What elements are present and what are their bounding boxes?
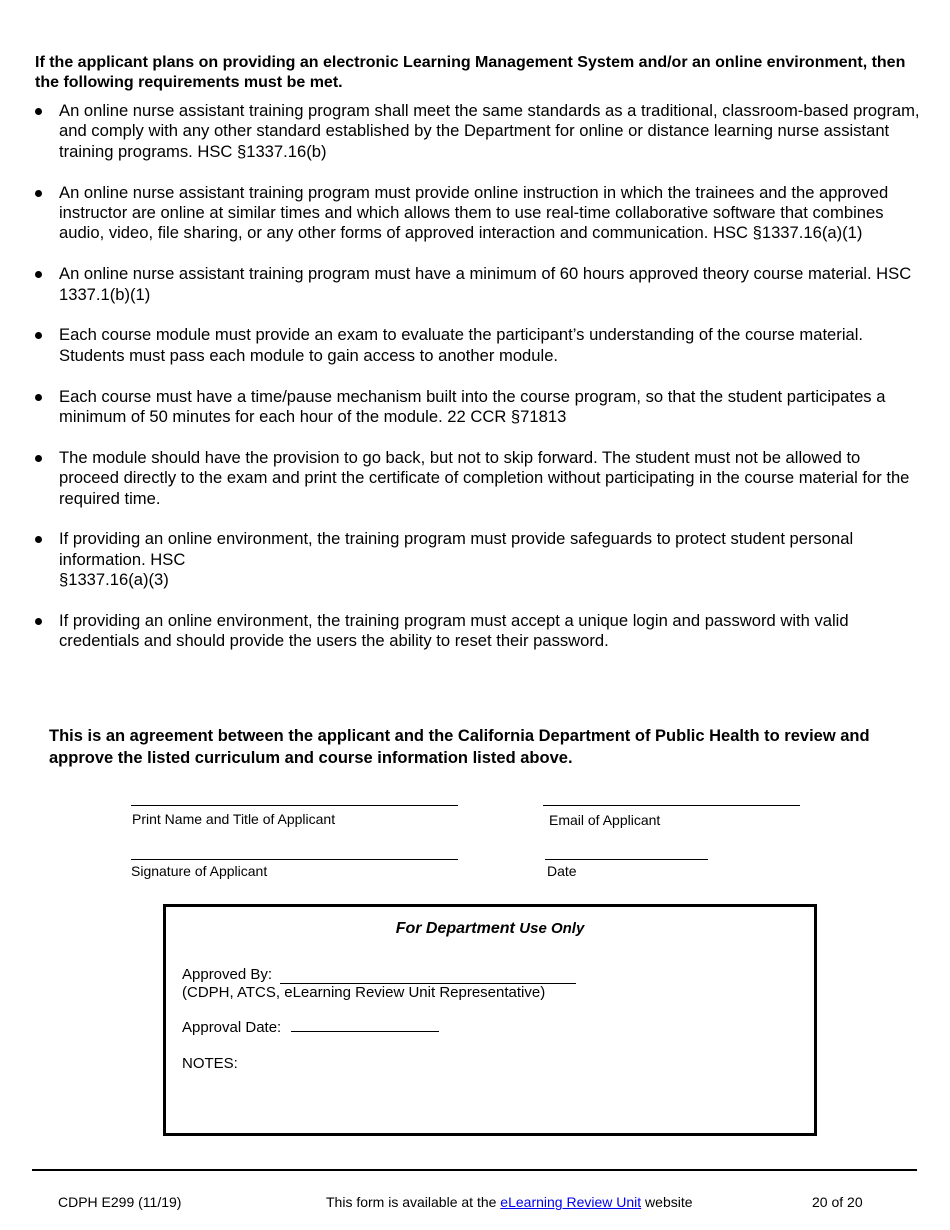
requirement-text: Each course must have a time/pause mechanism built into the course program, so that the student participates a minimum of 50 minutes for each hour of the module. 22 CCR §71813 — [59, 386, 886, 427]
requirement-text: An online nurse assistant training program must have a minimum of 60 hours approved theory course material. HSC 1337.1(b)(1) — [59, 264, 912, 304]
list-item — [35, 611, 920, 652]
email-label: Email of Applicant — [549, 812, 661, 828]
bullet-icon — [35, 271, 42, 278]
department-box-title — [166, 920, 814, 938]
form-id: CDPH E299 (11/19) — [58, 1194, 182, 1210]
list-item — [35, 325, 920, 366]
requirement-text: If providing an online environment, the training program must accept a unique login and password with valid credentials and should provide the users the ability to reset their password. — [59, 611, 849, 651]
requirement-text: If providing an online environment, the training program must provide safeguards to protect student personal information. HSC — [59, 529, 854, 569]
requirement-text: An online nurse assistant training program shall meet the same standards as a traditional, classroom-based program, and comply with any other standard established by the Department for online or distance learning nurse assistant training programs. HSC §1337.16(b) — [59, 101, 920, 161]
requirements-list — [35, 101, 920, 672]
requirement-text: Each course module must provide an exam to evaluate the participant’s understanding of the course material. Students must pass each module to gain access to another module. — [59, 325, 864, 365]
bullet-icon — [35, 618, 42, 625]
list-item — [35, 387, 920, 428]
bullet-icon — [35, 190, 42, 197]
notes-label: NOTES: — [182, 1055, 238, 1072]
name-title-label: Print Name and Title of Applicant — [132, 811, 336, 827]
page-number: 20 of 20 — [812, 1194, 863, 1210]
availability-note — [326, 1194, 693, 1210]
bullet-icon — [35, 455, 42, 462]
approved-by-label: Approved By: — [182, 966, 273, 983]
list-item — [35, 264, 920, 305]
list-item — [35, 183, 920, 244]
bullet-icon — [35, 108, 42, 115]
bullet-icon — [35, 536, 42, 543]
list-item — [35, 529, 920, 590]
signature-label: Signature of Applicant — [131, 863, 268, 879]
date-label: Date — [547, 863, 577, 879]
requirement-text: An online nurse assistant training program must provide online instruction in which the trainees and the approved instructor are online at similar times and which allows them to use real-time collaborative software that combines audio, video, file sharing, or any other forms of approved interaction and communication. HSC §1337.16(a)(1) — [59, 182, 889, 243]
name-title-signature-line[interactable] — [131, 805, 458, 806]
list-item — [35, 101, 920, 162]
agreement-statement: This is an agreement between the applicant and the California Department of Public Health to review and approve the listed curriculum and course information listed above. — [49, 727, 870, 767]
list-item — [35, 448, 920, 509]
approved-by-note: (CDPH, ATCS, eLearning Review Unit Representative) — [182, 984, 546, 1001]
requirement-text-continued: §1337.16(a)(3) — [59, 570, 169, 590]
availability-prefix: This form is available at the — [326, 1194, 497, 1210]
department-use-box — [163, 904, 817, 1136]
email-signature-line[interactable] — [543, 805, 800, 806]
applicant-signature-line[interactable] — [131, 859, 458, 860]
requirement-text: The module should have the provision to go back, but not to skip forward. The student must not be allowed to proceed directly to the exam and print the certificate of completion without participating in the course material for the required time. — [59, 447, 910, 508]
date-signature-line[interactable] — [545, 859, 708, 860]
footer-divider — [32, 1169, 917, 1171]
elearning-review-unit-link[interactable]: eLearning Review Unit — [500, 1194, 642, 1210]
department-title-suffix: Use Only — [519, 920, 585, 937]
availability-suffix: website — [645, 1194, 693, 1210]
bullet-icon — [35, 394, 42, 401]
intro-heading: If the applicant plans on providing an electronic Learning Management System and/or an online environment, then the following requirements must be met. — [35, 54, 906, 91]
approval-date-label: Approval Date: — [182, 1019, 282, 1036]
department-title-main: For Department — [395, 920, 515, 937]
approval-date-line[interactable] — [291, 1031, 439, 1032]
bullet-icon — [35, 332, 42, 339]
